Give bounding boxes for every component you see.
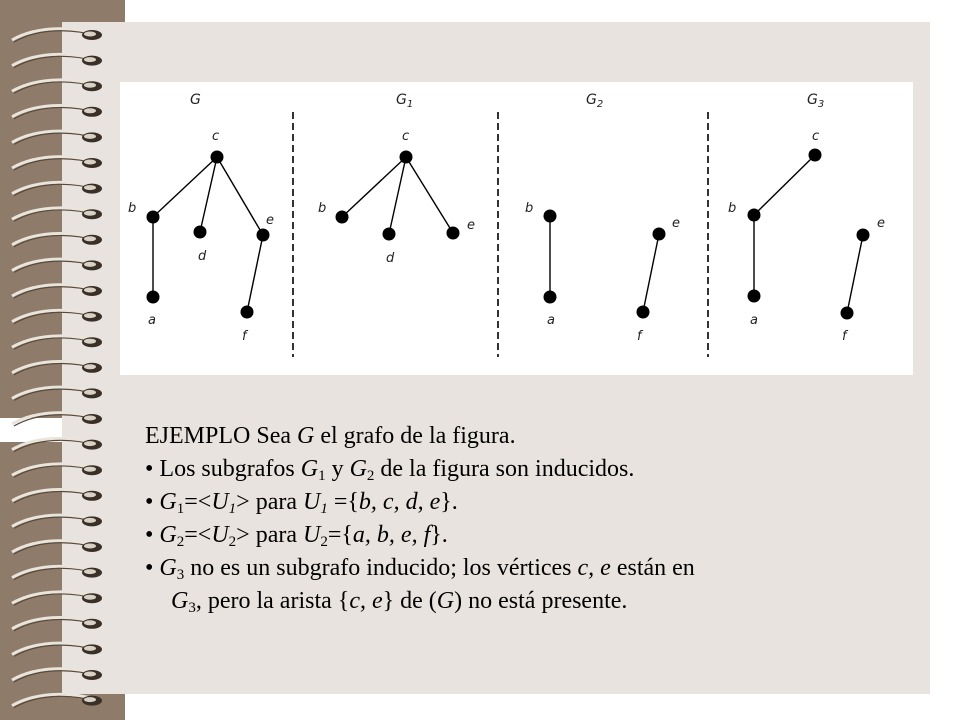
math-g: G [349, 456, 367, 482]
subscript: 2 [320, 534, 328, 550]
graph-edge [847, 235, 863, 313]
graph-vertex [383, 228, 396, 241]
graph-title: $G_3$ [807, 92, 825, 110]
vertex-label: b [128, 201, 137, 216]
graph-vertex [748, 209, 761, 222]
graph-edge [643, 234, 659, 312]
subscript: 1 [228, 501, 237, 517]
graph-diagram [120, 82, 913, 375]
vertex-label: c [212, 129, 220, 144]
spiral-ring [12, 541, 102, 554]
text-span: > [236, 489, 250, 515]
graph-vertex [400, 151, 413, 164]
math-g: G [436, 588, 455, 614]
text-span: el grafo de la figura. [314, 423, 516, 449]
graph-vertex [147, 291, 160, 304]
subscript: 3 [188, 600, 196, 616]
text-span: ={ [327, 522, 353, 548]
vertex-label: e [877, 216, 885, 231]
text-line-6 [145, 585, 915, 618]
spiral-ring [12, 464, 102, 477]
spiral-ring [12, 208, 102, 221]
spiral-ring [12, 54, 102, 67]
graph-title-subscript: 1 [406, 99, 414, 110]
math-g: G [297, 423, 315, 449]
text-line-3 [145, 486, 915, 519]
vertex-label: c [812, 129, 820, 144]
bullet: • [145, 522, 160, 548]
spiral-ring [12, 566, 102, 579]
graph-vertex [637, 306, 650, 319]
vertex-label: c [402, 129, 410, 144]
graph-edge [389, 157, 406, 234]
spiral-ring [12, 29, 102, 42]
text-span: } de ( [382, 588, 437, 614]
spiral-ring [12, 80, 102, 93]
subscript: 2 [176, 534, 185, 550]
graph-vertex [211, 151, 224, 164]
spiral-ring [12, 413, 102, 426]
spiral-ring [12, 106, 102, 119]
vertex-label: e [467, 218, 475, 233]
subscript: 2 [366, 468, 375, 484]
text-span: =< [184, 522, 212, 548]
vertex-label: a [547, 313, 555, 328]
math-u: U [211, 489, 229, 515]
graph-edge [200, 157, 217, 232]
text-span: > [236, 522, 250, 548]
spiral-ring [12, 438, 102, 451]
math-set: b, c, d, e [358, 489, 441, 515]
vertex-label: b [318, 201, 327, 216]
text-line-1 [145, 420, 915, 453]
graph-figure [120, 82, 913, 375]
graph-vertex [257, 229, 270, 242]
math-vertices: c, e [349, 588, 383, 614]
spiral-ring [12, 182, 102, 195]
math-u: U [303, 522, 321, 548]
subscript: 3 [176, 567, 185, 583]
math-u: U [303, 489, 321, 515]
graph-vertex [194, 226, 207, 239]
graph-edge [754, 155, 815, 215]
text-span: de la figura son inducidos. [374, 456, 635, 482]
text-span: =< [184, 489, 212, 515]
graph-vertex [653, 228, 666, 241]
example-text [145, 420, 915, 618]
spiral-ring [12, 643, 102, 656]
graph-edge [406, 157, 453, 233]
graph-vertex [241, 306, 254, 319]
text-span: y [325, 456, 350, 482]
vertex-label: d [198, 249, 207, 264]
text-span: , pero la arista { [195, 588, 350, 614]
text-span: }. [430, 522, 448, 548]
graph-title-subscript: 2 [596, 99, 604, 110]
vertex-label: e [672, 216, 680, 231]
spiral-ring [12, 310, 102, 323]
spiral-ring [12, 234, 102, 247]
graph-vertex [748, 290, 761, 303]
vertex-label: a [148, 313, 156, 328]
spiral-ring [12, 285, 102, 298]
spiral-ring [12, 362, 102, 375]
graph-vertex [841, 307, 854, 320]
math-g: G [159, 555, 177, 581]
graph-edge [217, 157, 263, 235]
graph-vertex [809, 149, 822, 162]
text-span: ) no está presente. [454, 588, 628, 614]
subscript: 1 [320, 501, 328, 517]
text-span: • Los subgrafos [145, 456, 301, 482]
text-line-4 [145, 519, 915, 552]
vertex-label: f [242, 329, 247, 344]
graph-edge [342, 157, 406, 217]
graph-vertex [857, 229, 870, 242]
text-span: están en [610, 555, 695, 581]
graph-vertex [147, 211, 160, 224]
spiral-ring [12, 157, 102, 170]
graph-vertex [447, 227, 460, 240]
bullet: • [145, 489, 160, 515]
vertex-label: b [525, 201, 534, 216]
spiral-ring [12, 131, 102, 144]
bullet: • [145, 555, 160, 581]
graph-vertex [336, 211, 349, 224]
text-line-5 [145, 552, 915, 585]
graph-edge [247, 235, 263, 312]
spiral-ring [12, 618, 102, 631]
text-span: para [249, 489, 304, 515]
math-g: G [300, 456, 319, 482]
vertex-label: b [728, 201, 737, 216]
vertex-label: e [266, 213, 274, 228]
text-span: para [249, 522, 304, 548]
math-g: G [159, 522, 177, 548]
text-span: }. [440, 489, 458, 515]
graph-title: $G_1$ [396, 92, 414, 110]
graph-title: G [190, 92, 201, 108]
spiral-binding [0, 0, 130, 720]
graph-edge [153, 157, 217, 217]
spiral-ring [12, 694, 102, 707]
math-vertices: c, e [577, 555, 611, 581]
vertex-label: f [637, 329, 642, 344]
vertex-label: d [386, 251, 395, 266]
subscript: 1 [318, 468, 326, 484]
math-g: G [159, 489, 177, 515]
text-span: ={ [327, 489, 359, 515]
spiral-ring [12, 336, 102, 349]
spiral-ring [12, 669, 102, 682]
graph-vertex [544, 291, 557, 304]
graph-title: $G_2$ [586, 92, 604, 110]
text-line-2 [145, 453, 915, 486]
graph-vertex [544, 210, 557, 223]
vertex-label: a [750, 313, 758, 328]
math-g: G [171, 588, 189, 614]
spiral-ring [12, 259, 102, 272]
math-u: U [211, 522, 229, 548]
spiral-ring [12, 490, 102, 503]
spiral-ring [12, 592, 102, 605]
graph-title-subscript: 3 [817, 99, 825, 110]
spiral-ring [12, 387, 102, 400]
vertex-label: f [842, 329, 847, 344]
subscript: 2 [228, 534, 237, 550]
text-span: EJEMPLO Sea [145, 423, 297, 449]
spiral-ring [12, 515, 102, 528]
text-span: no es un subgrafo inducido; los vértices [184, 555, 578, 581]
math-set: a, b, e, f [352, 522, 431, 548]
subscript: 1 [176, 501, 185, 517]
